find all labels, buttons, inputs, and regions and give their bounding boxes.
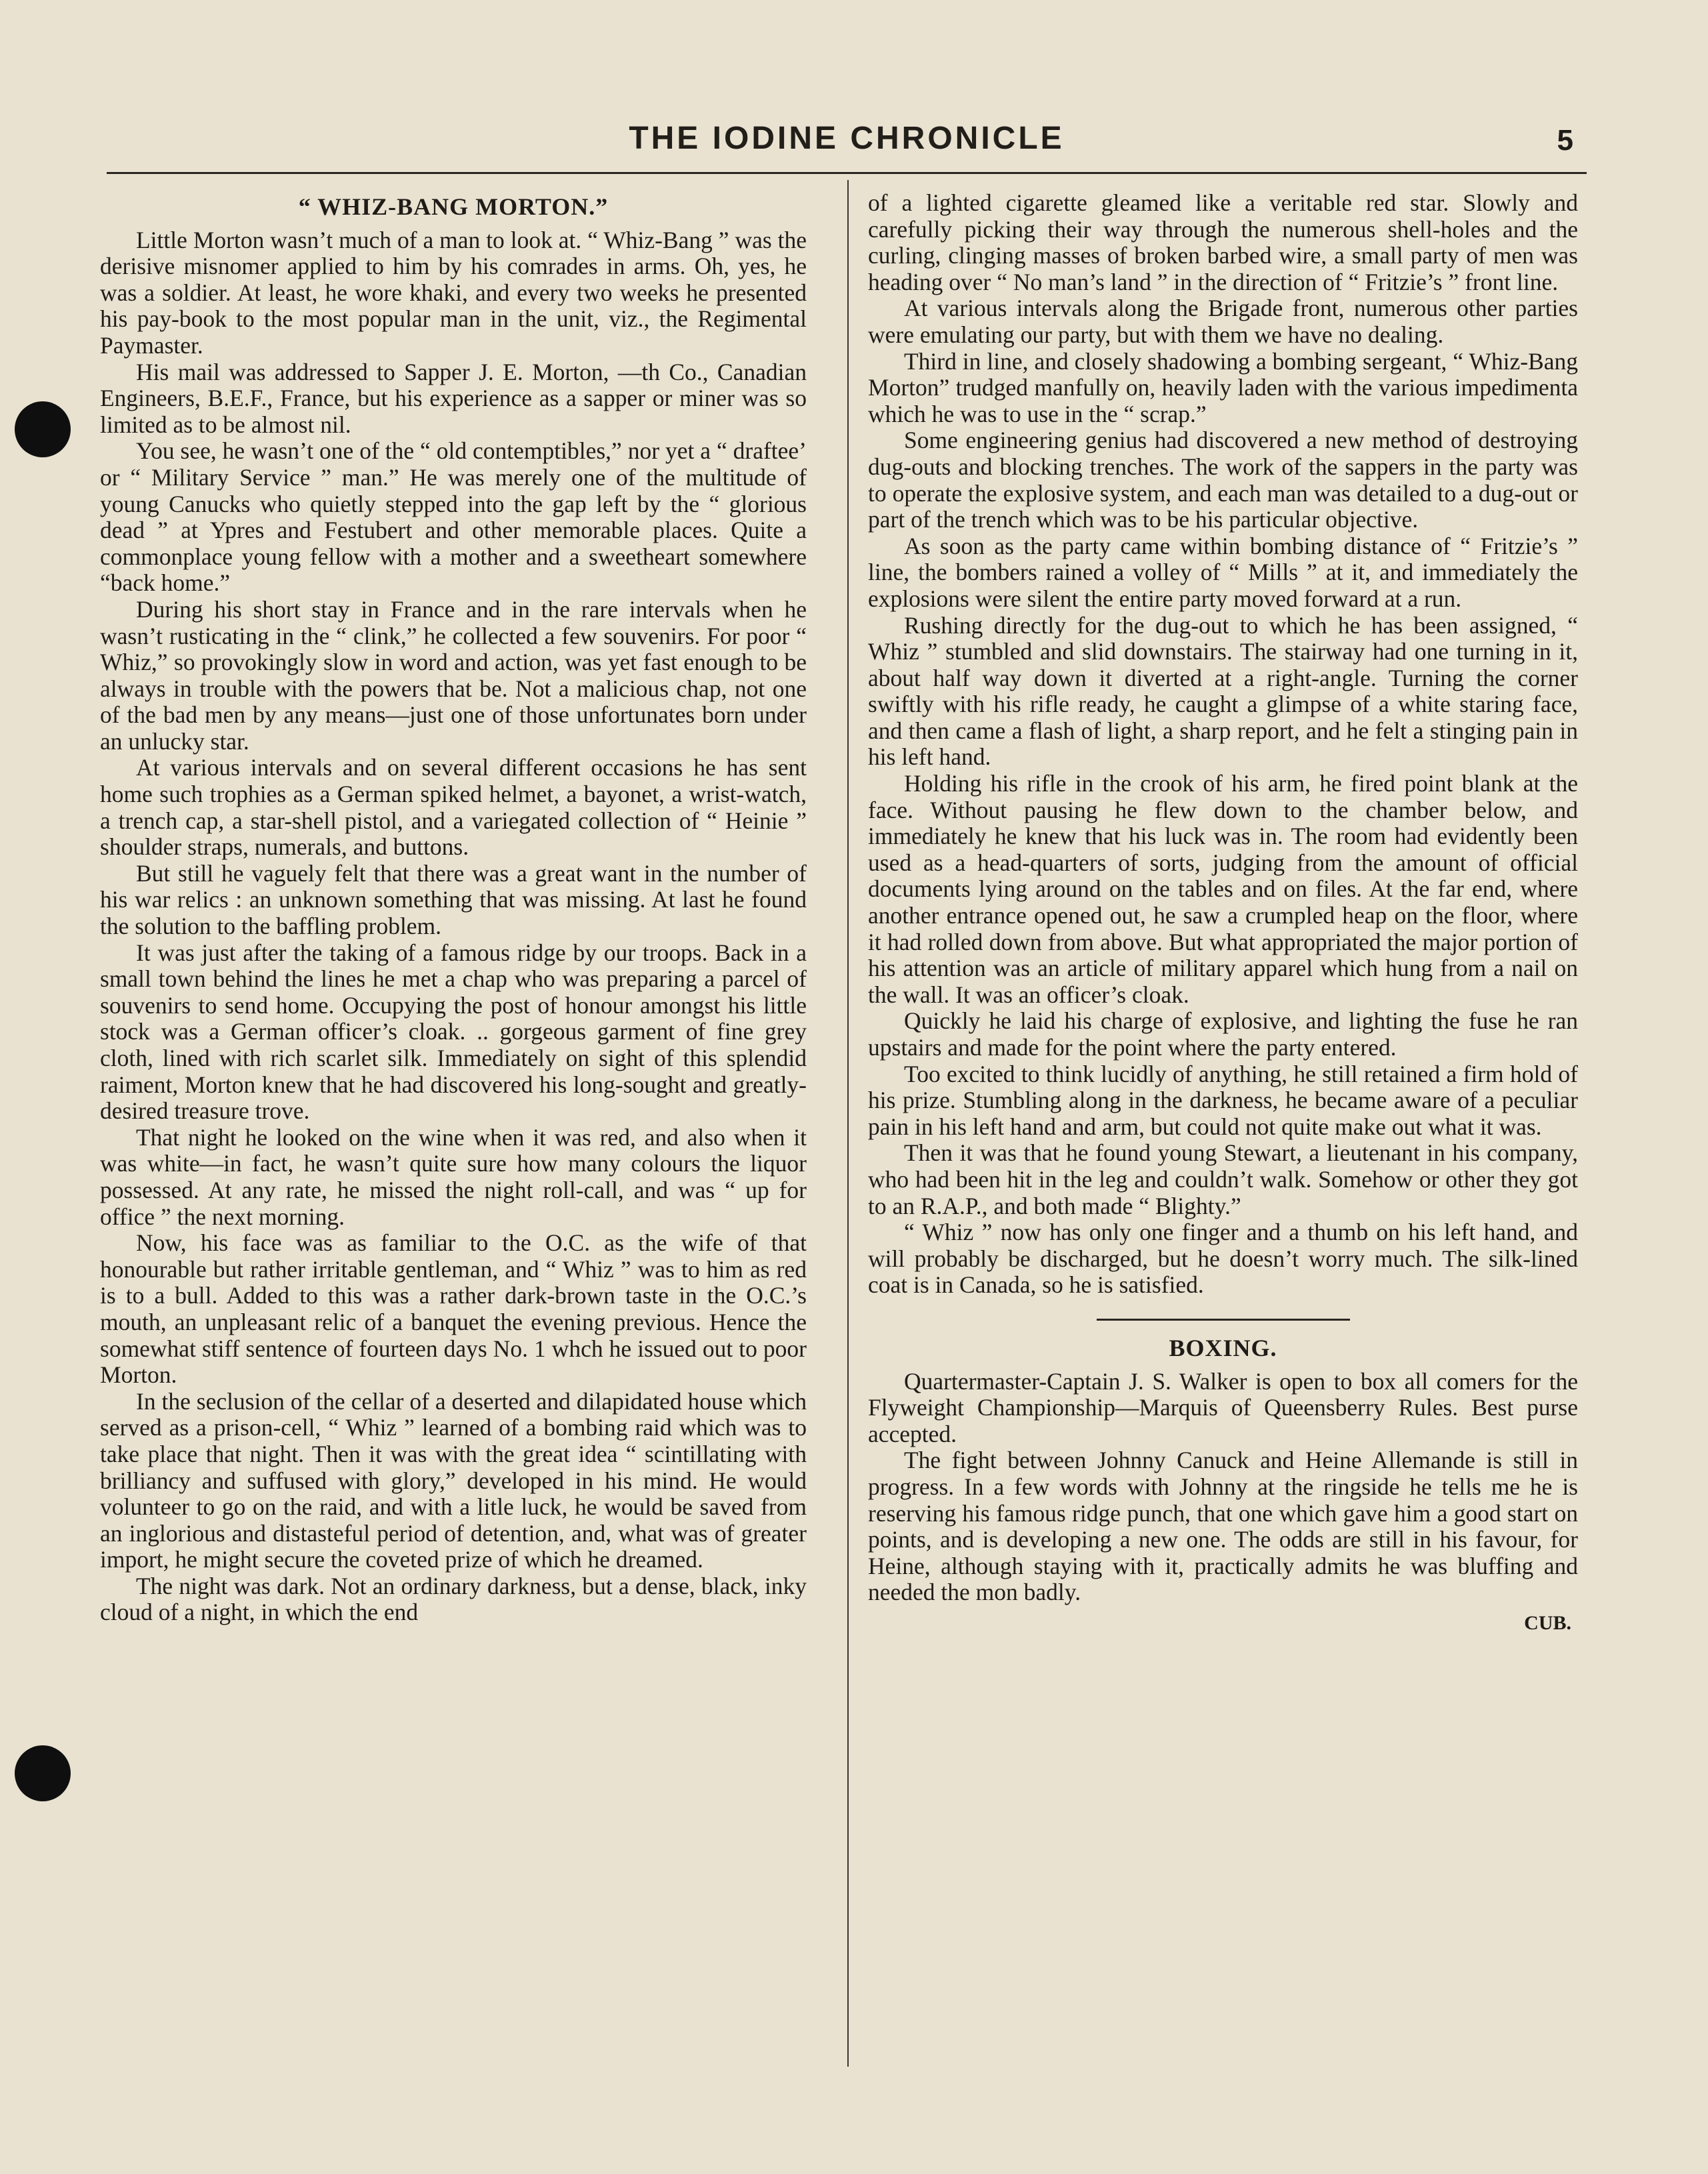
page-number: 5	[1557, 124, 1573, 157]
page-header	[107, 112, 1587, 179]
story-paragraph: You see, he wasn’t one of the “ old contemptibles,” nor yet a “ draftee’ or “ Military Service ” man.” He was merely one of the multitude of young Canucks who quietly stepped into the gap left by the “ glorious dead ” at Ypres and Festubert and other memorable places. Quite a commonplace young fellow with a mother and a sweetheart somewhere “back home.”	[100, 437, 807, 597]
boxing-title: BOXING.	[1169, 1334, 1277, 1361]
column-divider	[847, 180, 849, 2067]
story-paragraph: It was just after the taking of a famous ridge by our troops. Back in a small town behind the lines he met a chap who was preparing a parcel of souvenirs to send home. Occupying the post of honour amongst his little stock was a German officer’s cloak. .. gorgeous garment of fine grey cloth, lined with rich scarlet silk. Immediately on sight of this splendid raiment, Morton knew that he had discovered his long-sought and greatly-desired treasure trove.	[100, 939, 807, 1125]
story-paragraph: Too excited to think lucidly of anything, he still retained a firm hold of his prize. Stumbling along in the darkness, he became aware of a peculiar pain in his left hand and arm, but could not quite make out what it was.	[868, 1060, 1578, 1140]
header-rule	[107, 172, 1587, 174]
right-column	[868, 190, 1578, 1636]
story-paragraph-continued: of a lighted cigarette gleamed like a veritable red star. Slowly and carefully picking their way through the numerous shell-holes and the curling, clinging masses of broken barbed wire, a small party of men was heading over “ No man’s land ” in the direction of “ Fritzie’s ” front line.	[868, 189, 1578, 295]
story-title: “ WHIZ-BANG MORTON.”	[298, 193, 609, 220]
story-paragraph: In the seclusion of the cellar of a deserted and dilapidated house which served as a prison-cell, “ Whiz ” learned of a bombing raid which was to take place that night. Then it was with the great idea “ scintillating with brilliancy and suffused with glory,” developed in his mind. He would volunteer to go on the raid, and with a litle luck, he would be saved from an inglorious and distasteful period of detention, and, what was of greater import, he might secure the coveted prize of which he dreamed.	[100, 1387, 807, 1573]
story-paragraph: Holding his rifle in the crook of his arm, he fired point blank at the face. Without pausing he flew down to the chamber below, and immediately he knew that his luck was in. The room had evidently been used as a head-quarters of sorts, judging from the amount of official documents lying around on the tables and on files. At the far end, where another entrance opened out, he saw a crumpled heap on the floor, where it had rolled down from above. But what appropriated the major portion of his attention was an article of military apparel which hung from a nail on the wall. It was an officer’s cloak.	[868, 770, 1578, 1008]
story-paragraph: As soon as the party came within bombing distance of “ Fritzie’s ” line, the bombers rained a volley of “ Mills ” at it, and immediately the explosions were silent the entire party moved forward at a run.	[868, 532, 1578, 612]
left-column	[100, 190, 807, 1626]
story-paragraph: Rushing directly for the dug-out to which he has been assigned, “ Whiz ” stumbled and slid downstairs. The stairway had one turning in it, about half way down it diverted at a right-angle. Turning the corner swiftly with his rifle ready, he caught a glimpse of a white staring face, and then came a flash of light, a sharp report, and he felt a stinging pain in his left hand.	[868, 611, 1578, 771]
author-signature: CUB.	[1524, 1611, 1571, 1634]
story-paragraph: His mail was addressed to Sapper J. E. Morton, —th Co., Canadian Engineers, B.E.F., France, but his experience as a sapper or miner was so limited as to be almost nil.	[100, 358, 807, 438]
story-paragraph: At various intervals and on several different occasions he has sent home such trophies as a German spiked helmet, a bayonet, a wrist-watch, a trench cap, a star-shell pistol, and a variegated collection of “ Heinie ” shoulder straps, numerals, and buttons.	[100, 754, 807, 861]
binding-hole-top	[15, 401, 71, 457]
story-paragraph: At various intervals along the Brigade front, numerous other parties were emulating our party, but with them we have no dealing.	[868, 295, 1578, 348]
story-paragraph: Now, his face was as familiar to the O.C. as the wife of that honourable but rather irritable gentleman, and “ Whiz ” was to him as red is to a bull. Added to this was a rather dark-brown taste in the O.C.’s mouth, an unpleasant relic of a banquet the evening previous. Hence the somewhat stiff sentence of fourteen days No. 1 whch he issued out to poor Morton.	[100, 1229, 807, 1389]
story-paragraph: But still he vaguely felt that there was a great want in the number of his war relics : an unknown something that was missing. At last he found the solution to the baffling problem.	[100, 859, 807, 940]
story-paragraph: Third in line, and closely shadowing a bombing sergeant, “ Whiz-Bang Morton” trudged manfully on, heavily laden with the various impedimenta which he was to use in the “ scrap.”	[868, 347, 1578, 427]
story-paragraph: Some engineering genius had discovered a new method of destroying dug-outs and blocking trenches. The work of the sappers in the party was to operate the explosive system, and each man was detailed to a dug-out or part of the trench which was to be his particular objective.	[868, 427, 1578, 533]
binding-hole-bottom	[15, 1745, 71, 1801]
story-paragraph: The night was dark. Not an ordinary darkness, but a dense, black, inky cloud of a night, in which the end	[100, 1572, 807, 1626]
section-rule	[1097, 1319, 1350, 1321]
story-paragraph: Little Morton wasn’t much of a man to look at. “ Whiz-Bang ” was the derisive misnomer applied to him by his comrades in arms. Oh, yes, he was a soldier. At least, he wore khaki, and every two weeks he presented his pay-book to the most popular man in the unit, viz., the Regimental Paymaster.	[100, 226, 807, 359]
publication-title: THE IODINE CHRONICLE	[629, 121, 1065, 156]
story-paragraph: During his short stay in France and in the rare intervals when he wasn’t rusticating in the “ clink,” he collected a few souvenirs. For poor “ Whiz,” so provokingly slow in word and action, was yet fast enough to be always in trouble with the powers that be. Not a malicious chap, not one of the bad men by any means—just one of those unfortunates born under an unlucky star.	[100, 595, 807, 755]
story-paragraph: Then it was that he found young Stewart, a lieutenant in his company, who had been hit in the leg and couldn’t walk. Somehow or other they got to an R.A.P., and both made “ Blighty.”	[868, 1139, 1578, 1219]
story-paragraph: “ Whiz ” now has only one finger and a thumb on his left hand, and will probably be discharged, but he doesn’t worry much. The silk-lined coat is in Canada, so he is satisfied.	[868, 1219, 1578, 1299]
boxing-paragraph: Quartermaster-Captain J. S. Walker is open to box all comers for the Flyweight Championship—Marquis of Queensberry Rules. Best purse accepted.	[868, 1367, 1578, 1447]
story-paragraph: That night he looked on the wine when it was red, and also when it was white—in fact, he wasn’t quite sure how many colours the liquor possessed. At any rate, he missed the night roll-call, and was “ up for office ” the next morning.	[100, 1123, 807, 1230]
story-paragraph: Quickly he laid his charge of explosive, and lighting the fuse he ran upstairs and made for the point where the party entered.	[868, 1007, 1578, 1061]
boxing-paragraph: The fight between Johnny Canuck and Heine Allemande is still in progress. In a few words with Johnny at the ringside he tells me he is reserving his famous ridge punch, that one which gave him a good start on points, and is developing a new one. The odds are still in his favour, for Heine, although staying with it, practically admits he was bluffing and needed the mon badly.	[868, 1447, 1578, 1606]
